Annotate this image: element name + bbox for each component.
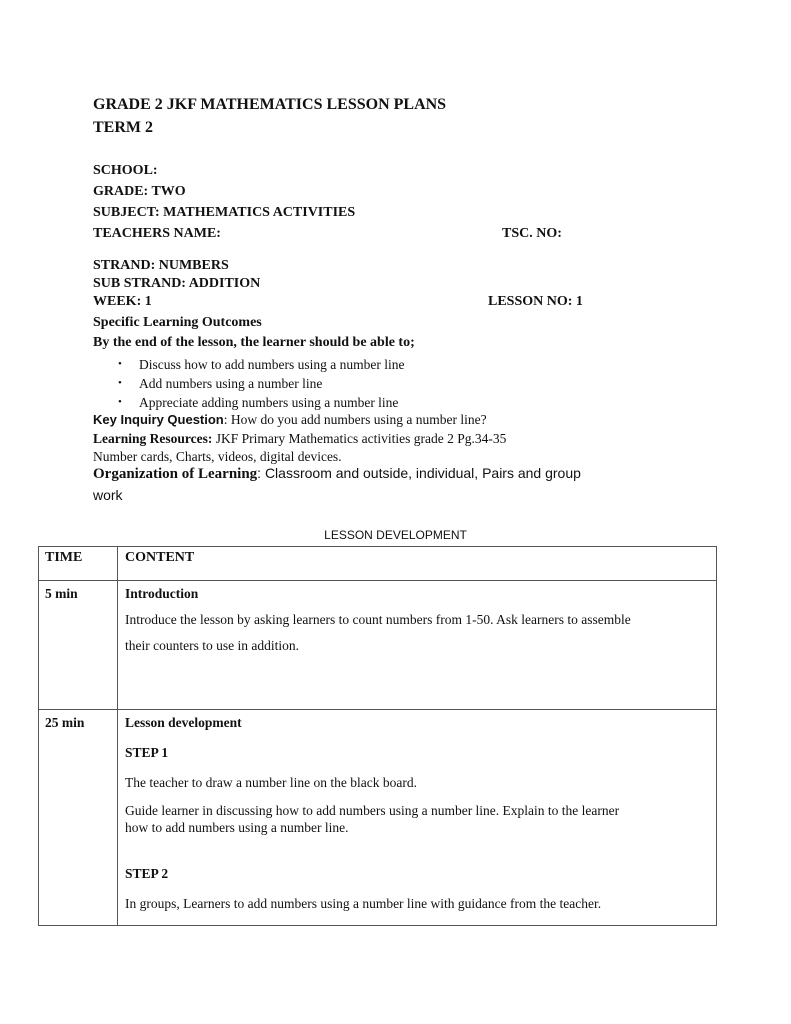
organization-of-learning: [93, 465, 581, 483]
step1-text: The teacher to draw a number line on the black board.: [125, 775, 418, 790]
outcomes-heading: Specific Learning Outcomes: [93, 315, 262, 330]
intro-text: Introduce the lesson by asking learners to count numbers from 1-50. Ask learners to assemble: [125, 612, 631, 627]
time-cell: 25 min: [39, 710, 118, 926]
outcomes-list: [118, 355, 404, 412]
guide-text: Guide learner in discussing how to add numbers using a number line. Explain to the learner: [125, 803, 620, 818]
bullet-icon: •: [118, 396, 122, 408]
teacher-name-field: TEACHERS NAME:: [93, 226, 221, 241]
organization-line2: work: [93, 487, 123, 503]
subject-field: SUBJECT: MATHEMATICS ACTIVITIES: [93, 205, 356, 220]
grade-field: GRADE: TWO: [93, 184, 186, 199]
list-item: [118, 393, 404, 412]
key-inquiry-label: Key Inquiry Question: [93, 412, 224, 427]
lesson-number-field: LESSON NO: 1: [488, 294, 583, 309]
lesson-development-title: LESSON DEVELOPMENT: [324, 528, 467, 542]
key-inquiry-text: : How do you add numbers using a number line?: [223, 412, 487, 427]
table-header-row: [39, 547, 717, 581]
guide-text-line2: how to add numbers using a number line.: [125, 820, 349, 835]
time-column-header: TIME: [39, 547, 118, 581]
resources-line2: Number cards, Charts, videos, digital devices.: [93, 449, 342, 464]
school-field: SCHOOL:: [93, 163, 158, 178]
table-row: [39, 710, 717, 926]
outcome-text: Discuss how to add numbers using a number line: [139, 357, 405, 372]
organization-text: : Classroom and outside, individual, Pairs and group: [257, 465, 581, 481]
step2-label: STEP 2: [125, 866, 169, 881]
term-label: TERM 2: [93, 119, 153, 136]
step1-label: STEP 1: [125, 745, 169, 760]
list-item: [118, 374, 404, 393]
list-item: [118, 355, 404, 374]
bullet-icon: •: [118, 358, 122, 370]
content-column-header: CONTENT: [118, 547, 717, 581]
learning-resources: [93, 431, 506, 447]
time-cell: 5 min: [39, 581, 118, 710]
resources-label: Learning Resources:: [93, 431, 213, 446]
organization-label: Organization of Learning: [93, 466, 258, 482]
content-cell: [118, 710, 717, 926]
step2-text: In groups, Learners to add numbers using a number line with guidance from the teacher.: [125, 896, 602, 911]
week-field: WEEK: 1: [93, 294, 152, 309]
document-title: GRADE 2 JKF MATHEMATICS LESSON PLANS: [93, 96, 447, 113]
tsc-number-field: TSC. NO:: [502, 226, 562, 241]
intro-heading: Introduction: [125, 586, 199, 601]
sub-strand-field: SUB STRAND: ADDITION: [93, 276, 261, 291]
outcomes-intro: By the end of the lesson, the learner should be able to;: [93, 335, 415, 350]
development-heading: Lesson development: [125, 715, 242, 730]
intro-text-line2: their counters to use in addition.: [125, 638, 299, 653]
outcome-text: Add numbers using a number line: [139, 376, 323, 391]
table-row: [39, 581, 717, 710]
content-cell: [118, 581, 717, 710]
outcome-text: Appreciate adding numbers using a number line: [139, 395, 399, 410]
key-inquiry-question: [93, 412, 487, 428]
strand-field: STRAND: NUMBERS: [93, 258, 229, 273]
resources-text: JKF Primary Mathematics activities grade 2 Pg.34-35: [212, 431, 507, 446]
lesson-development-table: [38, 546, 717, 926]
bullet-icon: •: [118, 377, 122, 389]
